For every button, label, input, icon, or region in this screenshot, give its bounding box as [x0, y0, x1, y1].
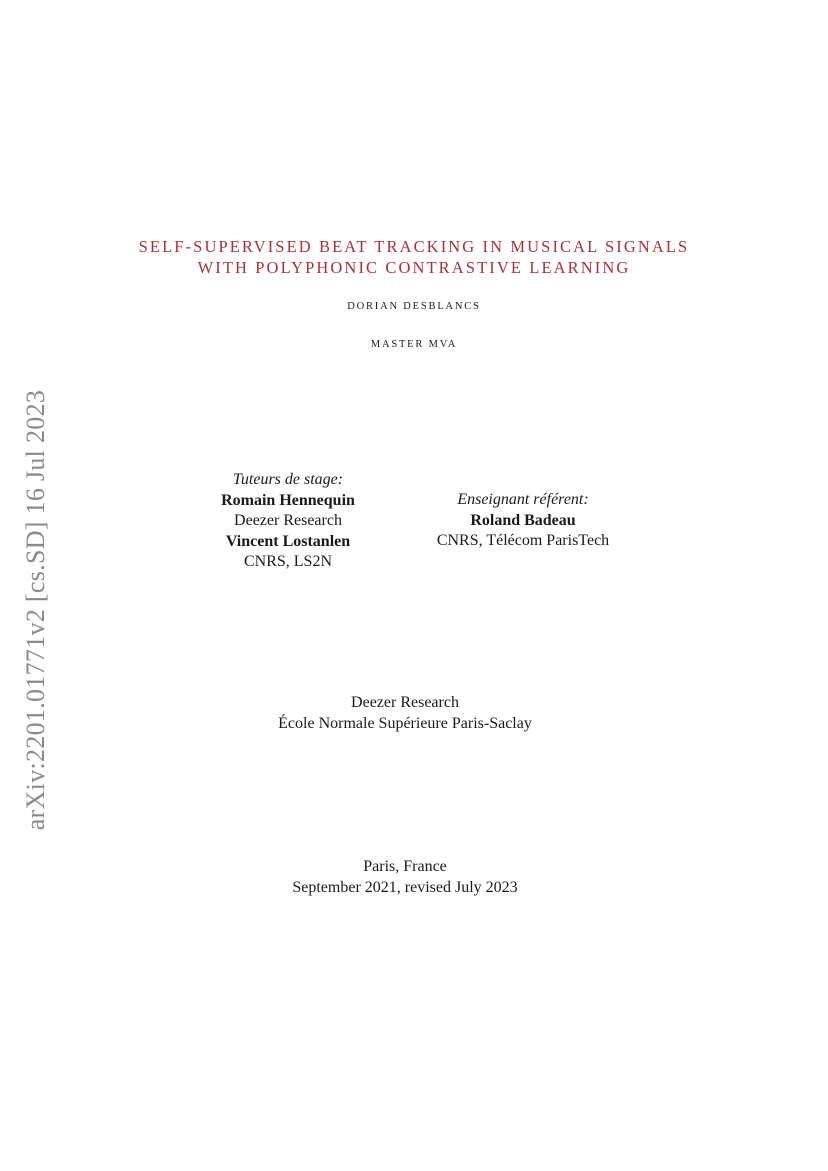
arxiv-stamp: arXiv:2201.01771v2 [cs.SD] 16 Jul 2023: [21, 389, 50, 831]
tutor-2-affiliation: CNRS, LS2N: [243, 553, 333, 570]
tutors-heading: Tuteurs de stage:: [232, 471, 344, 488]
referent-name: Roland Badeau: [470, 511, 576, 529]
place-date: September 2021, revised July 2023: [292, 878, 518, 896]
institution-block: [0, 693, 810, 734]
institution-line-1: Deezer Research: [351, 694, 459, 711]
referent-block: [418, 490, 628, 552]
tutor-2-name: Vincent Lostanlen: [225, 532, 351, 550]
title-line-1: SELF-SUPERVISED BEAT TRACKING IN MUSICAL SIGNALS: [138, 237, 690, 256]
title-line-2: WITH POLYPHONIC CONTRASTIVE LEARNING: [197, 258, 631, 277]
tutor-1-affiliation: Deezer Research: [234, 512, 342, 529]
tutors-block: [188, 470, 388, 573]
place-city: Paris, France: [363, 858, 447, 875]
paper-title: [0, 236, 828, 278]
institution-line-2: École Normale Supérieure Paris-Saclay: [278, 714, 532, 732]
referent-affiliation: CNRS, Télécom ParisTech: [436, 532, 610, 549]
author-name: DORIAN DESBLANCS: [347, 301, 481, 312]
degree-program: MASTER MVA: [370, 339, 458, 350]
place-date-block: [0, 857, 810, 898]
tutor-1-name: Romain Hennequin: [221, 491, 355, 509]
referent-heading: Enseignant référent:: [457, 491, 589, 508]
